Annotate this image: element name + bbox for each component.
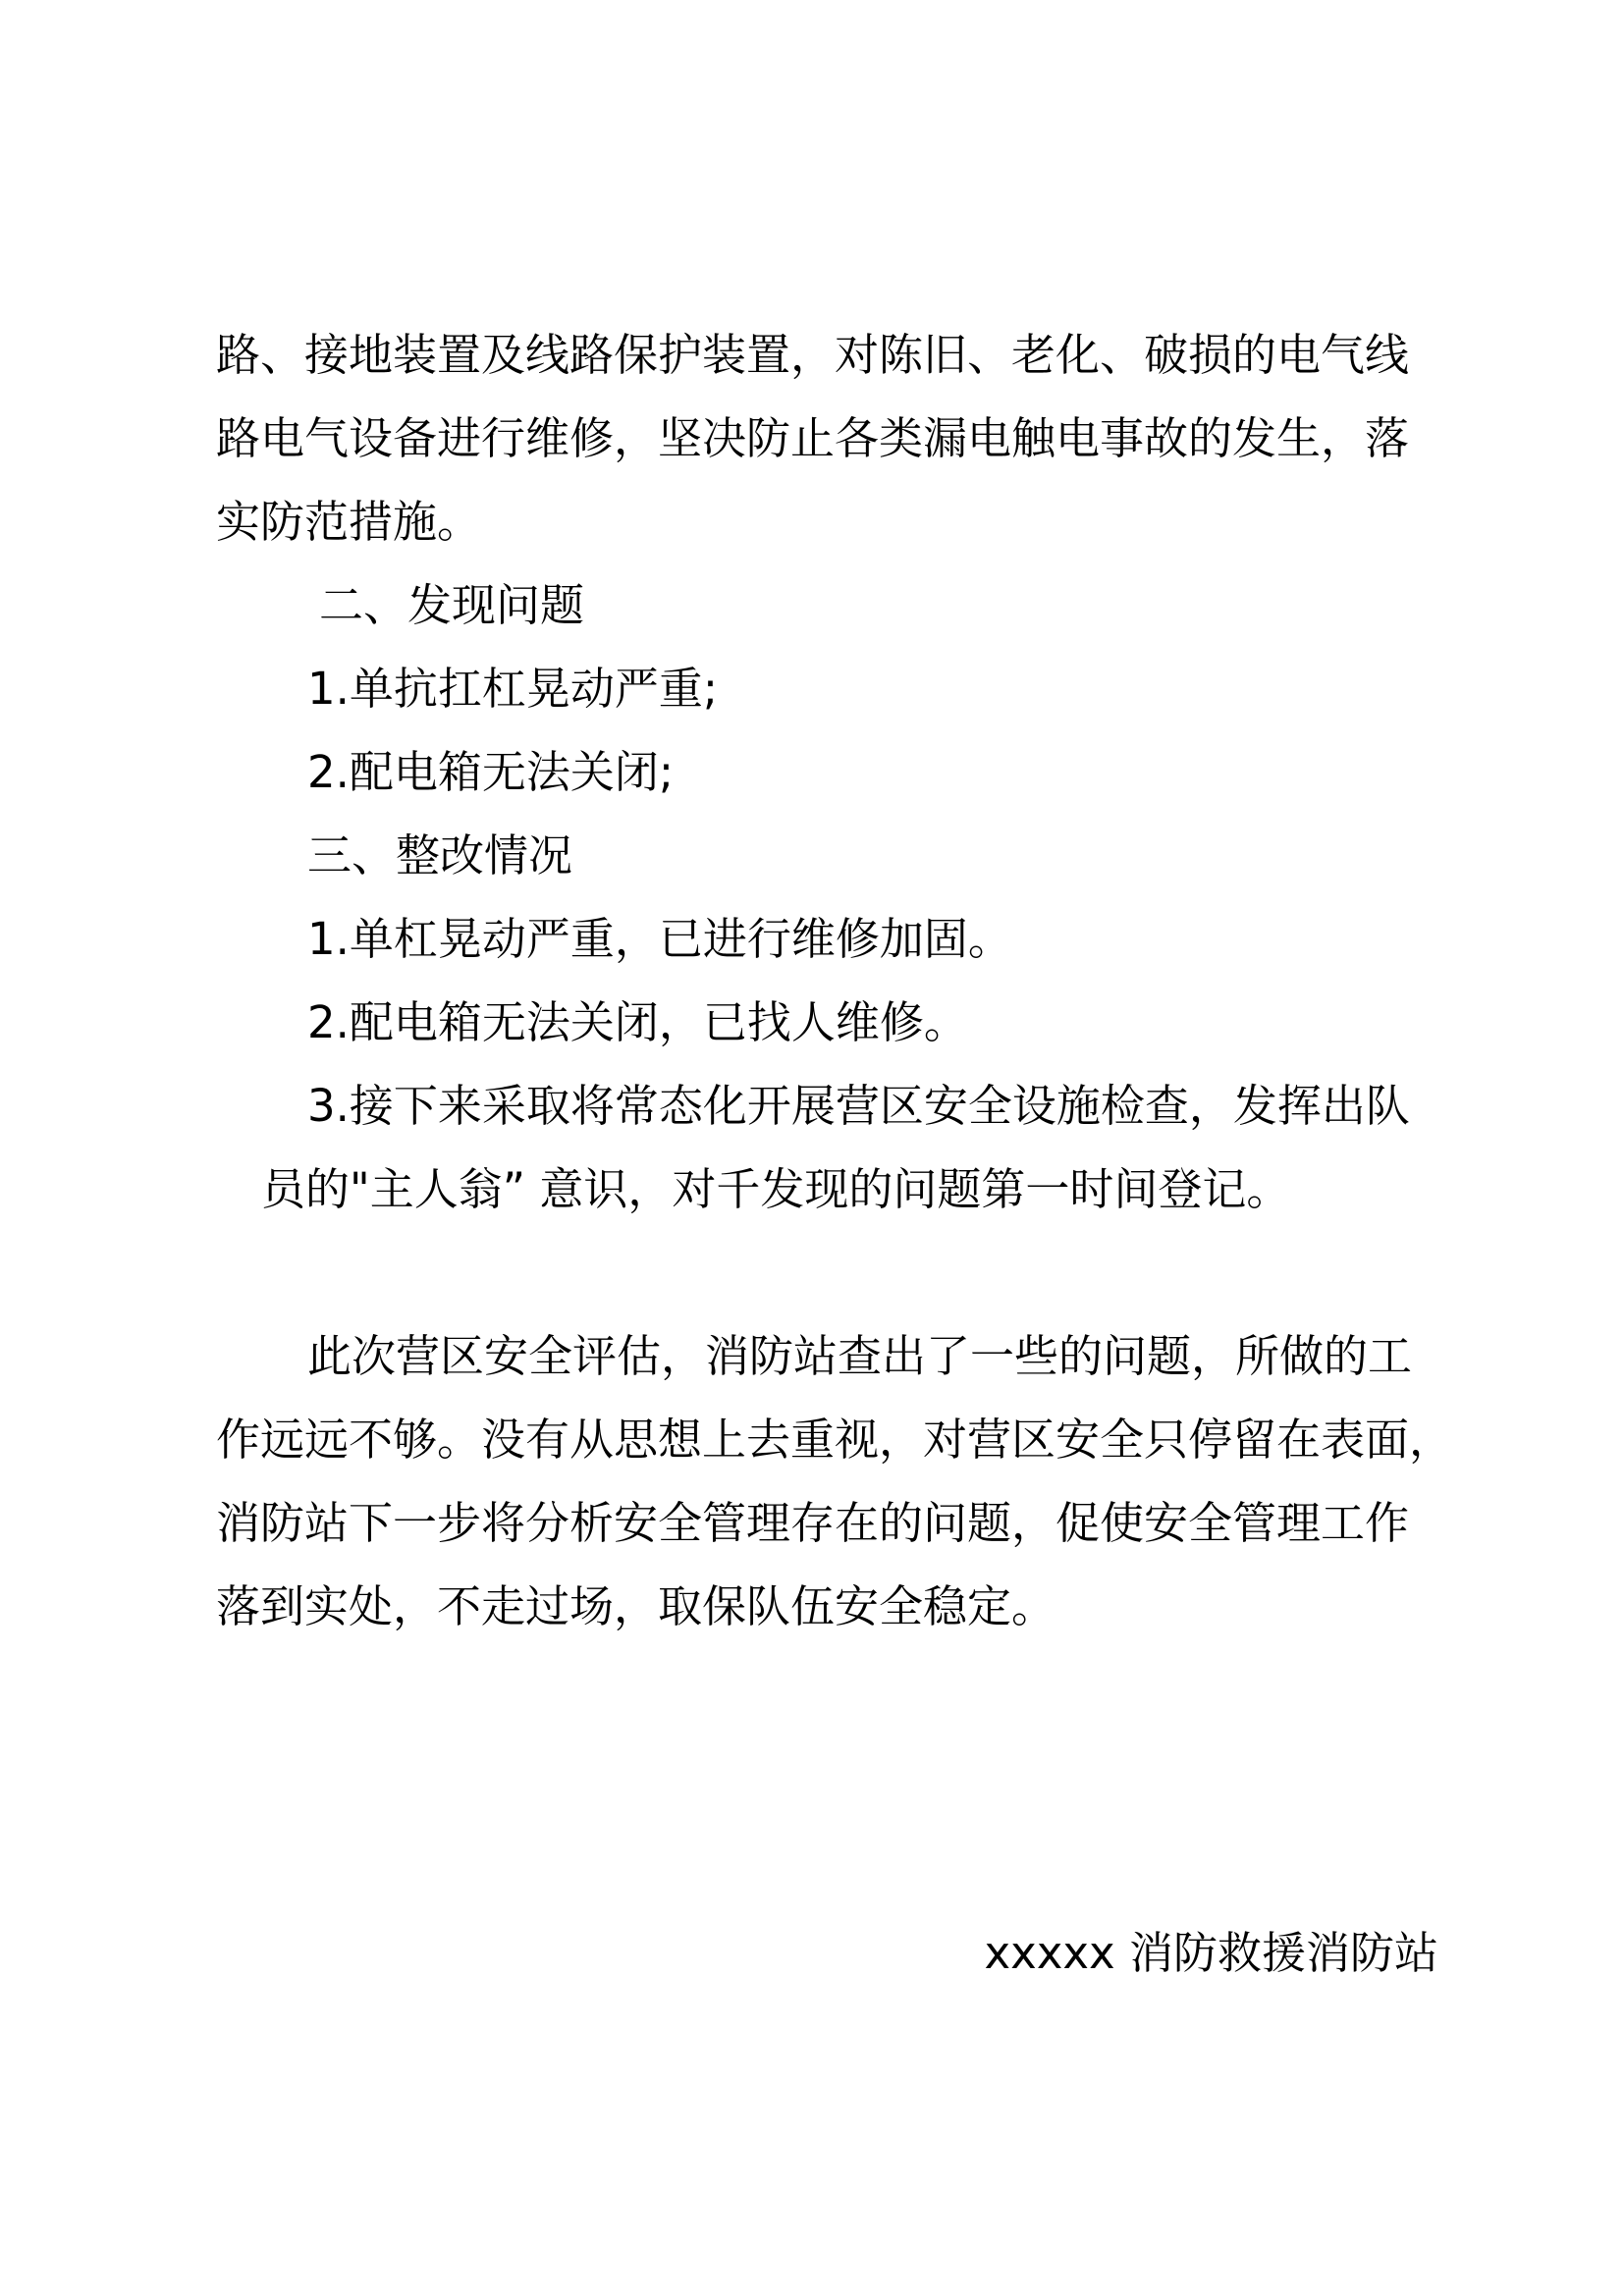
section-2-item-1: 1.单抗扛杠晃动严重; bbox=[307, 663, 719, 715]
section-3-item-3: 3.接下来采取将常态化开展营区安全设施检查，发挥出队 bbox=[307, 1080, 1410, 1132]
conclusion-line-3: 消防站下一步将分析安全管理存在的问题，促使安全管理工作 bbox=[216, 1497, 1410, 1549]
conclusion-line-1: 此次营区安全评估，消防站查出了一些的问题，所做的工 bbox=[307, 1330, 1413, 1382]
paragraph-1-line-1: 路、接地装置及线路保护装置，对陈旧、老化、破损的电气线 bbox=[216, 329, 1410, 381]
section-3-item-1: 1.单杠晃动严重，已进行维修加固。 bbox=[307, 913, 1012, 965]
section-2-item-2: 2.配电箱无法关闭; bbox=[307, 746, 675, 798]
signature: xxxxx 消防救援消防站 bbox=[984, 1927, 1438, 1979]
section-3-item-2: 2.配电箱无法关闭，已找人维修。 bbox=[307, 996, 968, 1048]
paragraph-1-line-2: 路电气设备进行维修，坚决防止各类漏电触电事故的发生，落 bbox=[216, 412, 1410, 464]
section-3-item-3-continued: 员的"主人翁” 意识，对千发现的问题第一时间登记。 bbox=[261, 1163, 1291, 1215]
conclusion-line-2: 作远远不够。没有从思想上去重视，对营区安全只停留在表面， bbox=[216, 1414, 1454, 1466]
section-2-heading: 二、发现问题 bbox=[319, 579, 585, 631]
conclusion-line-4: 落到实处，不走过场，取保队伍安全稳定。 bbox=[216, 1580, 1056, 1632]
paragraph-1-line-3: 实防范措施。 bbox=[216, 496, 482, 548]
section-3-heading: 三、整改情况 bbox=[307, 829, 573, 881]
